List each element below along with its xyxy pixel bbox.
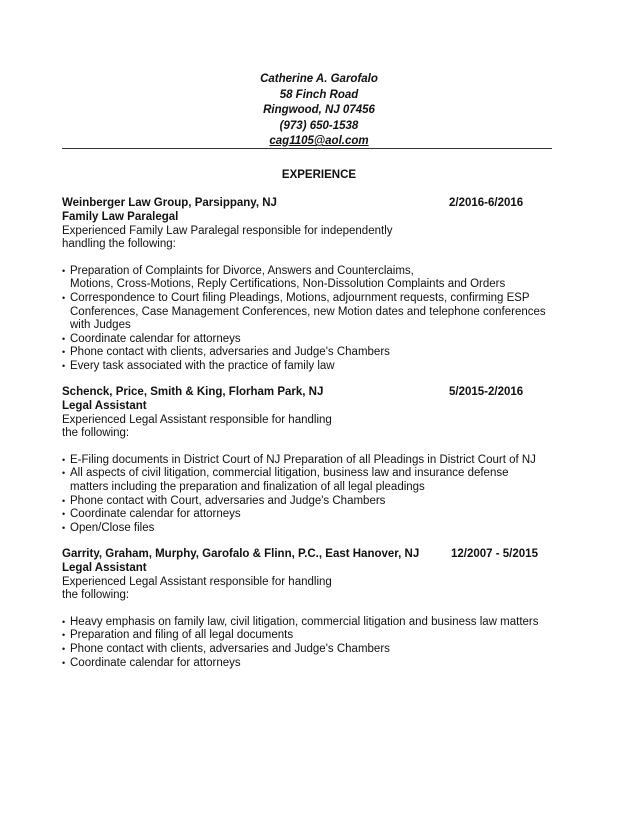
job-header [62,386,562,400]
section-title-experience: EXPERIENCE [281,169,357,181]
list-item [62,522,562,536]
list-item-line: • Preparation of Complaints for Divorce, Answers and Counterclaims, [70,264,414,277]
employer-name: Schenck, Price, Smith & King, Florham Park, NJ [62,386,324,398]
job-description-line: Experienced Legal Assistant responsible for handling [62,413,332,426]
list-item-line: • Open/Close files [70,521,155,534]
list-item [62,292,562,333]
duties-list [62,616,562,670]
job-description-line: Experienced Family Law Paralegal responsible for independently [62,224,393,237]
list-item [62,616,562,630]
phone-number: (973) 650-1538 [279,119,359,132]
list-item-line: • All aspects of civil litigation, commercial litigation, business law and insurance defense [70,467,509,480]
list-item-line: • Coordinate calendar for attorneys [70,508,241,521]
list-item [62,495,562,509]
job-title: Legal Assistant [62,562,147,574]
list-item-line: • Preparation and filing of all legal documents [70,629,294,642]
job-entry-2 [62,386,562,535]
job-header [62,197,562,211]
list-item [62,346,562,360]
job-title: Legal Assistant [62,400,147,412]
job-dates: 2/2016-6/2016 [449,197,524,209]
email-link[interactable]: cag1105@aol.com [269,135,369,147]
list-item-line: • Phone contact with clients, adversaries and Judge's Chambers [70,346,390,359]
job-description-line: the following: [62,589,130,602]
list-item-line: Motions, Cross-Motions, Reply Certifications, Non-Dissolution Complaints and Orders [70,278,506,291]
list-item-line: • E-Filing documents in District Court of NJ Preparation of all Pleadings in District Court of NJ [70,453,536,466]
job-description-line: Experienced Legal Assistant responsible for handling [62,575,332,588]
contact-header [0,72,638,150]
duties-list [62,265,562,374]
address-line-1: 58 Finch Road [279,88,359,101]
job-title: Family Law Paralegal [62,211,179,223]
list-item-line: Conferences, Case Management Conferences, new Motion dates and telephone conferences [70,305,546,318]
horizontal-divider [62,148,552,149]
candidate-name: Catherine A. Garofalo [260,73,378,85]
job-description-line: handling the following: [62,238,176,251]
list-item-line: • Correspondence to Court filing Pleadings, Motions, adjournment requests, confirming ESP [70,291,530,304]
list-item-line: • Coordinate calendar for attorneys [70,656,241,669]
list-item [62,629,562,643]
duties-list [62,454,562,536]
list-item-line: • Heavy emphasis on family law, civil litigation, commercial litigation and business law matters [70,615,539,628]
list-item-line: • Every task associated with the practice of family law [70,359,335,372]
employer-name: Garrity, Graham, Murphy, Garofalo & Flinn, P.C., East Hanover, NJ [62,548,420,560]
list-item [62,454,562,468]
list-item [62,467,562,494]
list-item-line: with Judges [70,319,131,332]
job-header [62,548,562,562]
list-item [62,643,562,657]
list-item-line: • Phone contact with Court, adversaries and Judge's Chambers [70,494,386,507]
list-item-line: • Coordinate calendar for attorneys [70,332,241,345]
job-description-line: the following: [62,427,130,440]
list-item [62,265,562,292]
job-entry-3 [62,548,562,670]
list-item-line: • Phone contact with clients, adversaries and Judge's Chambers [70,642,390,655]
employer-name: Weinberger Law Group, Parsippany, NJ [62,197,277,209]
list-item-line: matters including the preparation and finalization of all legal pleadings [70,480,425,493]
job-dates: 12/2007 - 5/2015 [451,548,538,560]
list-item [62,657,562,671]
list-item [62,360,562,374]
job-entry-1 [62,197,562,374]
address-line-2: Ringwood, NJ 07456 [263,104,375,116]
list-item [62,333,562,347]
list-item [62,508,562,522]
job-dates: 5/2015-2/2016 [449,386,524,398]
